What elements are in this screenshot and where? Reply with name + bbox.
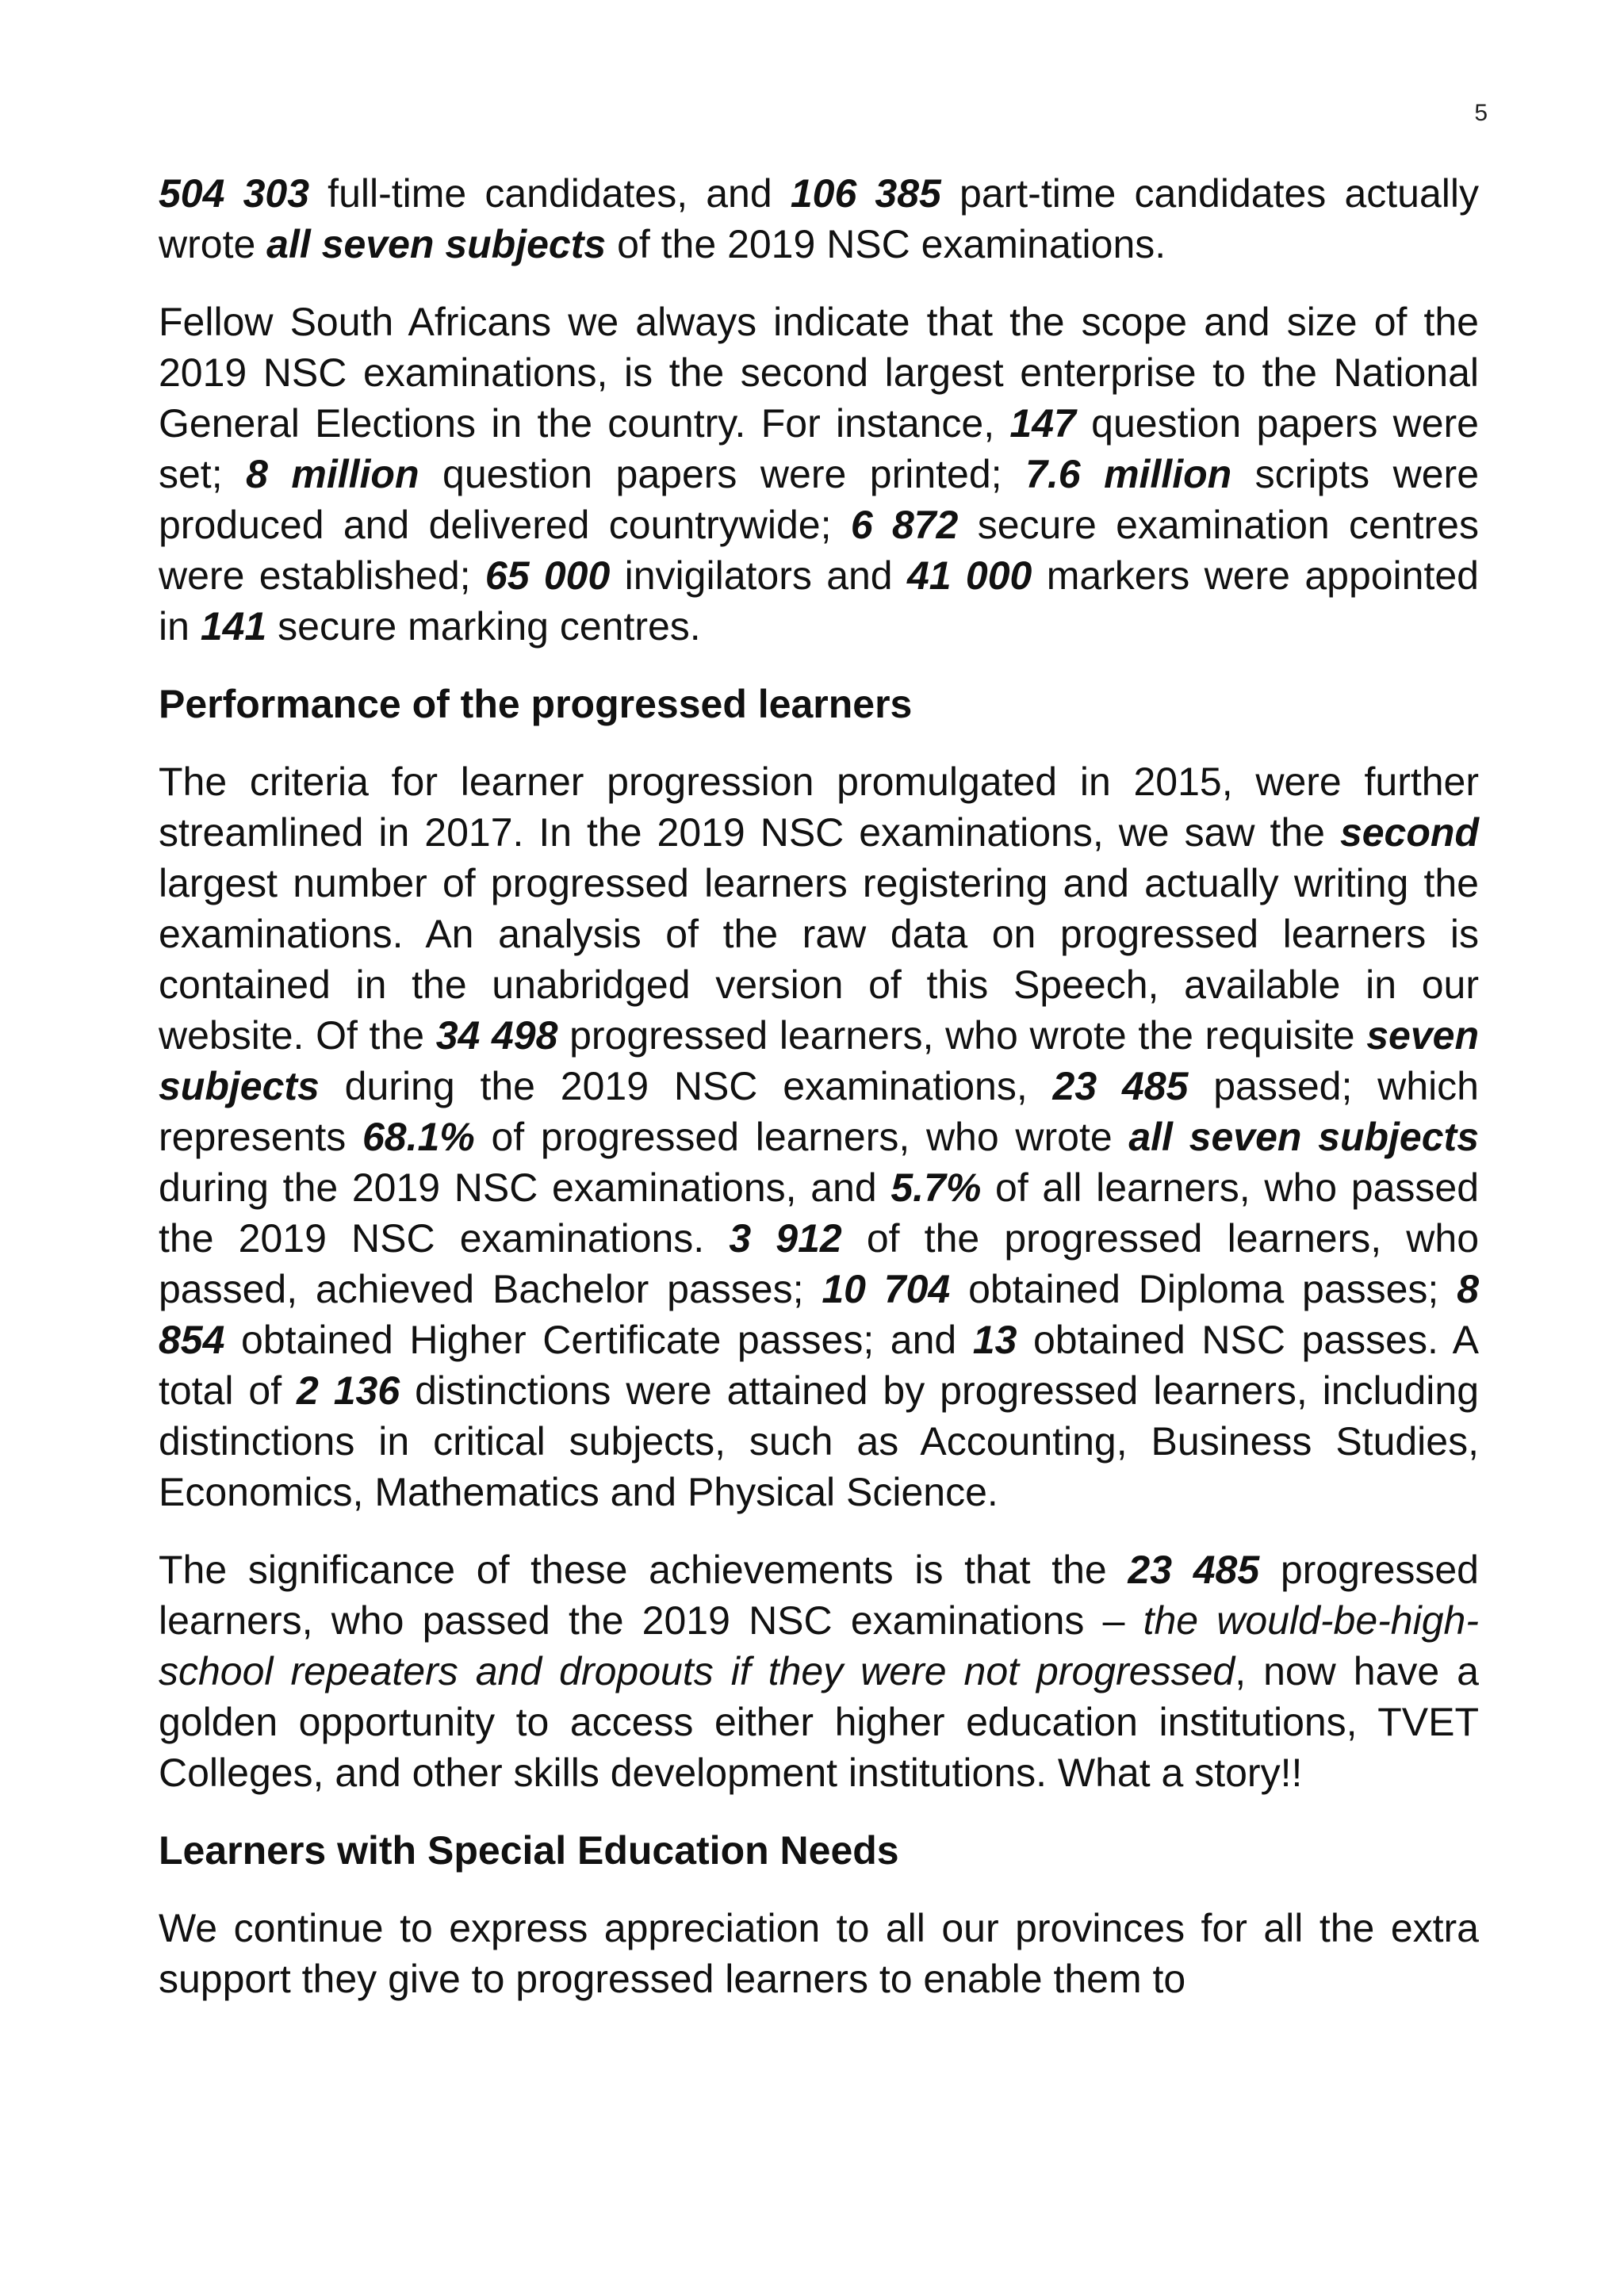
text-run: of the progressed learners, who passed, achieved Bachelor passes; bbox=[159, 1216, 1479, 1311]
emphasized-text: 147 bbox=[1009, 401, 1076, 446]
text-run: part-time candidates actually wrote bbox=[159, 171, 1479, 266]
text-run: Fellow South Africans we always indicate that the scope and size of the 2019 NSC examinations, is the second largest enterprise to the National General Elections in the country. For instance, bbox=[159, 300, 1479, 446]
document-body bbox=[159, 168, 1479, 2031]
text-run: of the 2019 NSC examinations. bbox=[606, 222, 1166, 266]
text-run: during the 2019 NSC examinations, bbox=[319, 1064, 1053, 1108]
emphasized-text: 8 million bbox=[246, 452, 419, 496]
text-run: obtained Diploma passes; bbox=[950, 1267, 1457, 1311]
emphasized-text: 8 854 bbox=[159, 1267, 1479, 1362]
text-run: obtained Higher Certificate passes; and bbox=[224, 1318, 973, 1362]
section-heading: Performance of the progressed learners bbox=[159, 682, 913, 726]
emphasized-text: second bbox=[1339, 810, 1479, 855]
emphasized-text: 68.1% bbox=[362, 1115, 475, 1159]
emphasized-text: 23 485 bbox=[1052, 1064, 1189, 1108]
emphasized-text: 504 303 bbox=[159, 171, 310, 216]
text-run: obtained NSC passes. A total of bbox=[159, 1318, 1480, 1413]
text-run: secure marking centres. bbox=[266, 604, 701, 649]
page-number: 5 bbox=[1474, 100, 1488, 126]
body-paragraph bbox=[159, 168, 1479, 270]
body-paragraph bbox=[159, 1903, 1479, 2004]
body-paragraph bbox=[159, 756, 1479, 1517]
emphasized-text: 106 385 bbox=[790, 171, 941, 216]
emphasized-text: 41 000 bbox=[906, 553, 1032, 598]
emphasized-text: 5.7% bbox=[891, 1165, 982, 1210]
text-run: scripts were produced and delivered countrywide; bbox=[159, 452, 1480, 547]
text-run: We continue to express appreciation to all our provinces for all the extra support they give to progressed learners to enable them to bbox=[159, 1906, 1479, 2001]
emphasized-text: seven subjects bbox=[159, 1013, 1479, 1108]
emphasized-text: all seven subjects bbox=[1128, 1115, 1479, 1159]
text-run: progressed learners, who passed the 2019 NSC examinations – bbox=[159, 1548, 1479, 1643]
text-run: secure examination centres were established; bbox=[159, 503, 1479, 598]
text-run: , now have a golden opportunity to access either higher education institutions, TVET Colleges, and other skills development institutions. What a story!! bbox=[159, 1649, 1479, 1795]
text-run: largest number of progressed learners registering and actually writing the examinations. An analysis of the raw data on progressed learners is contained in the unabridged version of this Speech, available in our website. Of the bbox=[159, 861, 1479, 1058]
text-run: passed; which represents bbox=[159, 1064, 1479, 1159]
emphasized-text: all seven subjects bbox=[266, 222, 607, 266]
text-run: question papers were set; bbox=[159, 401, 1479, 496]
emphasized-text: 7.6 million bbox=[1025, 452, 1232, 496]
text-run: The criteria for learner progression promulgated in 2015, were further streamlined in 2017. In the 2019 NSC examinations, we saw the bbox=[159, 760, 1479, 855]
text-run: during the 2019 NSC examinations, and bbox=[159, 1165, 891, 1210]
text-run: distinctions were attained by progressed learners, including distinctions in critical subjects, such as Accounting, Business Studies, Economics, Mathematics and Physical Science. bbox=[159, 1368, 1480, 1514]
body-paragraph bbox=[159, 297, 1479, 652]
text-run: The significance of these achievements is that the bbox=[159, 1548, 1128, 1592]
emphasized-text: 3 912 bbox=[729, 1216, 842, 1261]
text-run: question papers were printed; bbox=[419, 452, 1026, 496]
emphasized-text: 23 485 bbox=[1128, 1548, 1260, 1592]
emphasized-text: 65 000 bbox=[485, 553, 611, 598]
text-run: of all learners, who passed the 2019 NSC examinations. bbox=[159, 1165, 1480, 1261]
emphasized-text: 10 704 bbox=[822, 1267, 951, 1311]
text-run: progressed learners, who wrote the requisite bbox=[557, 1013, 1367, 1058]
text-run: of progressed learners, who wrote bbox=[474, 1115, 1129, 1159]
emphasized-text: 6 872 bbox=[850, 503, 959, 547]
emphasized-text: 141 bbox=[200, 604, 267, 649]
body-paragraph bbox=[159, 1544, 1479, 1798]
emphasized-text: 13 bbox=[972, 1318, 1017, 1362]
text-run: markers were appointed in bbox=[159, 553, 1479, 649]
italic-text: the would-be-high-school repeaters and dropouts if they were not progressed bbox=[159, 1598, 1479, 1693]
text-run: full-time candidates, and bbox=[309, 171, 791, 216]
section-heading: Learners with Special Education Needs bbox=[159, 1828, 899, 1873]
text-run: invigilators and bbox=[610, 553, 907, 598]
emphasized-text: 2 136 bbox=[297, 1368, 400, 1413]
emphasized-text: 34 498 bbox=[435, 1013, 558, 1058]
